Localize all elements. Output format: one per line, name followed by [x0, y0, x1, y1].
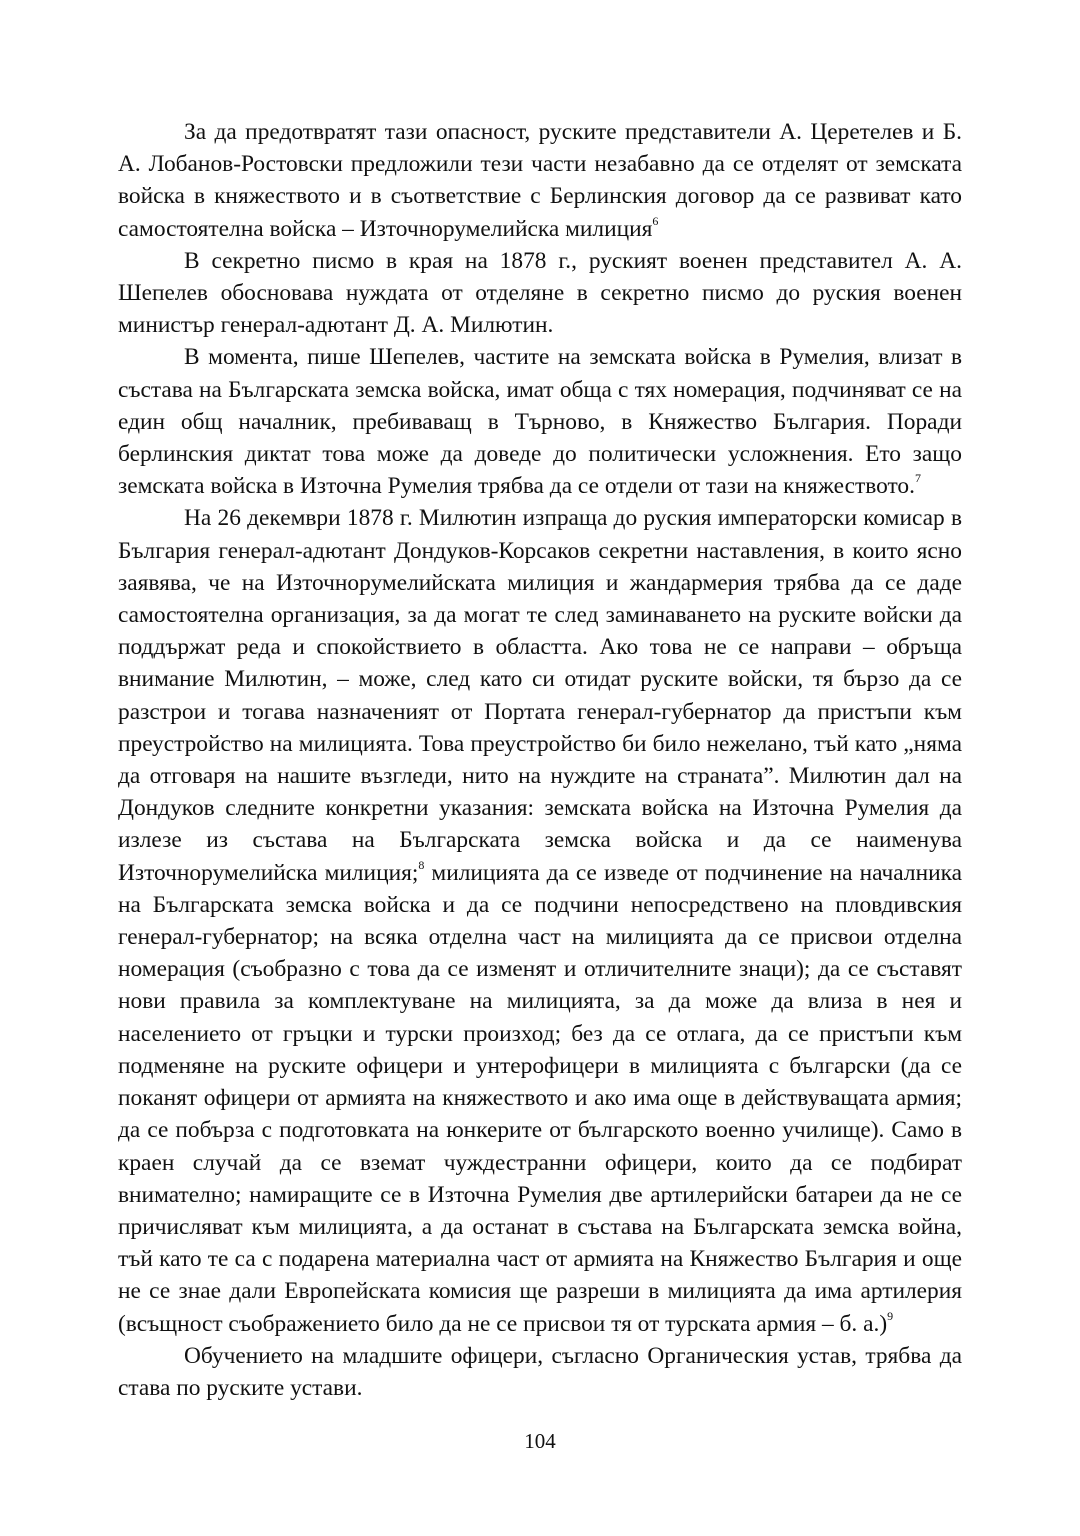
paragraph-4-tail: милицията да се изведе от подчинение на началника на Българската земска войска и да се подчини непосредствено на пловдивския генерал-губернатор; на всяка отделна част на милицията да се присвои отделна номерация (съобразно с това да се изменят и отличителните знаци); да се съставят нови правила за комплектуване на милицията, за да може да влиза в нея и населението от гръцки и турски произход; без да се отлага, да се пристъпи към подменяне на руските офицери и унтерофицери в милицията с български (да се поканят офицери от армията на княжеството и ако има още в действуващата армия; да се побърза с подготовката на юнкерите от българското военно училище). Само в краен случай да се вземат чуждестранни офицери, които да се подбират внимателно; намиращите се в Източна Румелия две артилерийски батареи да не се причисляват към милицията, а да останат в състава на Българската земска война, тъй като те са с подарена материална част от армията на Княжество България и още не се знае дали Европейската комисия ще разреши в милицията да има артилерия (всъщност съображението било да не се присвои тя от турската армия – б. а.) — [118, 859, 962, 1337]
paragraph-3-text: В момента, пише Шепелев, частите на земската войска в Румелия, влизат в състава на Българската земска войска, имат обща с тях номерация, подчиняват се на един общ началник, пребиваващ в Търново, в Княжество България. Поради берлинския диктат това може да доведе до политически усложнения. Ето защо земската войска в Източна Румелия трябва да се отдели от тази на княжеството. — [118, 344, 962, 500]
paragraph-4 — [118, 502, 962, 1339]
paragraph-1 — [118, 116, 962, 245]
paragraph-4-text: На 26 декември 1878 г. Милютин изпраща до руския императорски комисар в България генерал-адютант Дондуков-Корсаков секретни наставления, в които ясно заявява, че на Източнорумелийската милиция и жандармерия трябва да се даде самостоятелна организация, за да могат те след заминаването на руските войски да поддържат реда и спокойствието в областта. Ако това не се направи – обръща внимание Милютин, – може, след като си отидат руските войски, тя бързо да се разстрои и тогава назначеният от Портата генерал-губернатор да пристъпи към преустройство на милицията. Това преустройство би било нежелано, тъй като „няма да отговаря на нашите възгледи, нито на нуждите на страната”. Милютин дал на Дондуков следните конкретни указания: земската войска на Източна Румелия да излезе из състава на Българската земска войска и да се наименува Източнорумелийска милиция; — [118, 505, 962, 886]
paragraph-2-text: В секретно писмо в края на 1878 г., руският военен представител А. А. Шепелев обосновава нуждата от отделяне в секретно писмо до руския военен министър генерал-адютант Д. А. Милютин. — [118, 247, 962, 339]
footnote-ref-6[interactable]: 6 — [652, 213, 659, 228]
footnote-ref-8[interactable]: 8 — [418, 857, 425, 872]
page-body — [118, 116, 962, 1404]
paragraph-5 — [118, 1340, 962, 1404]
paragraph-2 — [118, 245, 962, 342]
paragraph-3 — [118, 341, 962, 502]
paragraph-5-text: Обучението на младшите офицери, съгласно Органическия устав, трябва да става по руските устави. — [118, 1342, 962, 1401]
page-number: 104 — [524, 1429, 556, 1453]
footnote-ref-9[interactable]: 9 — [887, 1308, 894, 1323]
footnote-ref-7[interactable]: 7 — [914, 471, 921, 486]
paragraph-1-text: За да предотвратят тази опасност, руските представители А. Церетелев и Б. А. Лобанов-Ростовски предложили тези части незабавно да се отделят от земската войска в княжеството и в съответствие с Берлинския договор да се развиват като самостоятелна войска – Източнорумелийска милиция — [118, 119, 962, 242]
